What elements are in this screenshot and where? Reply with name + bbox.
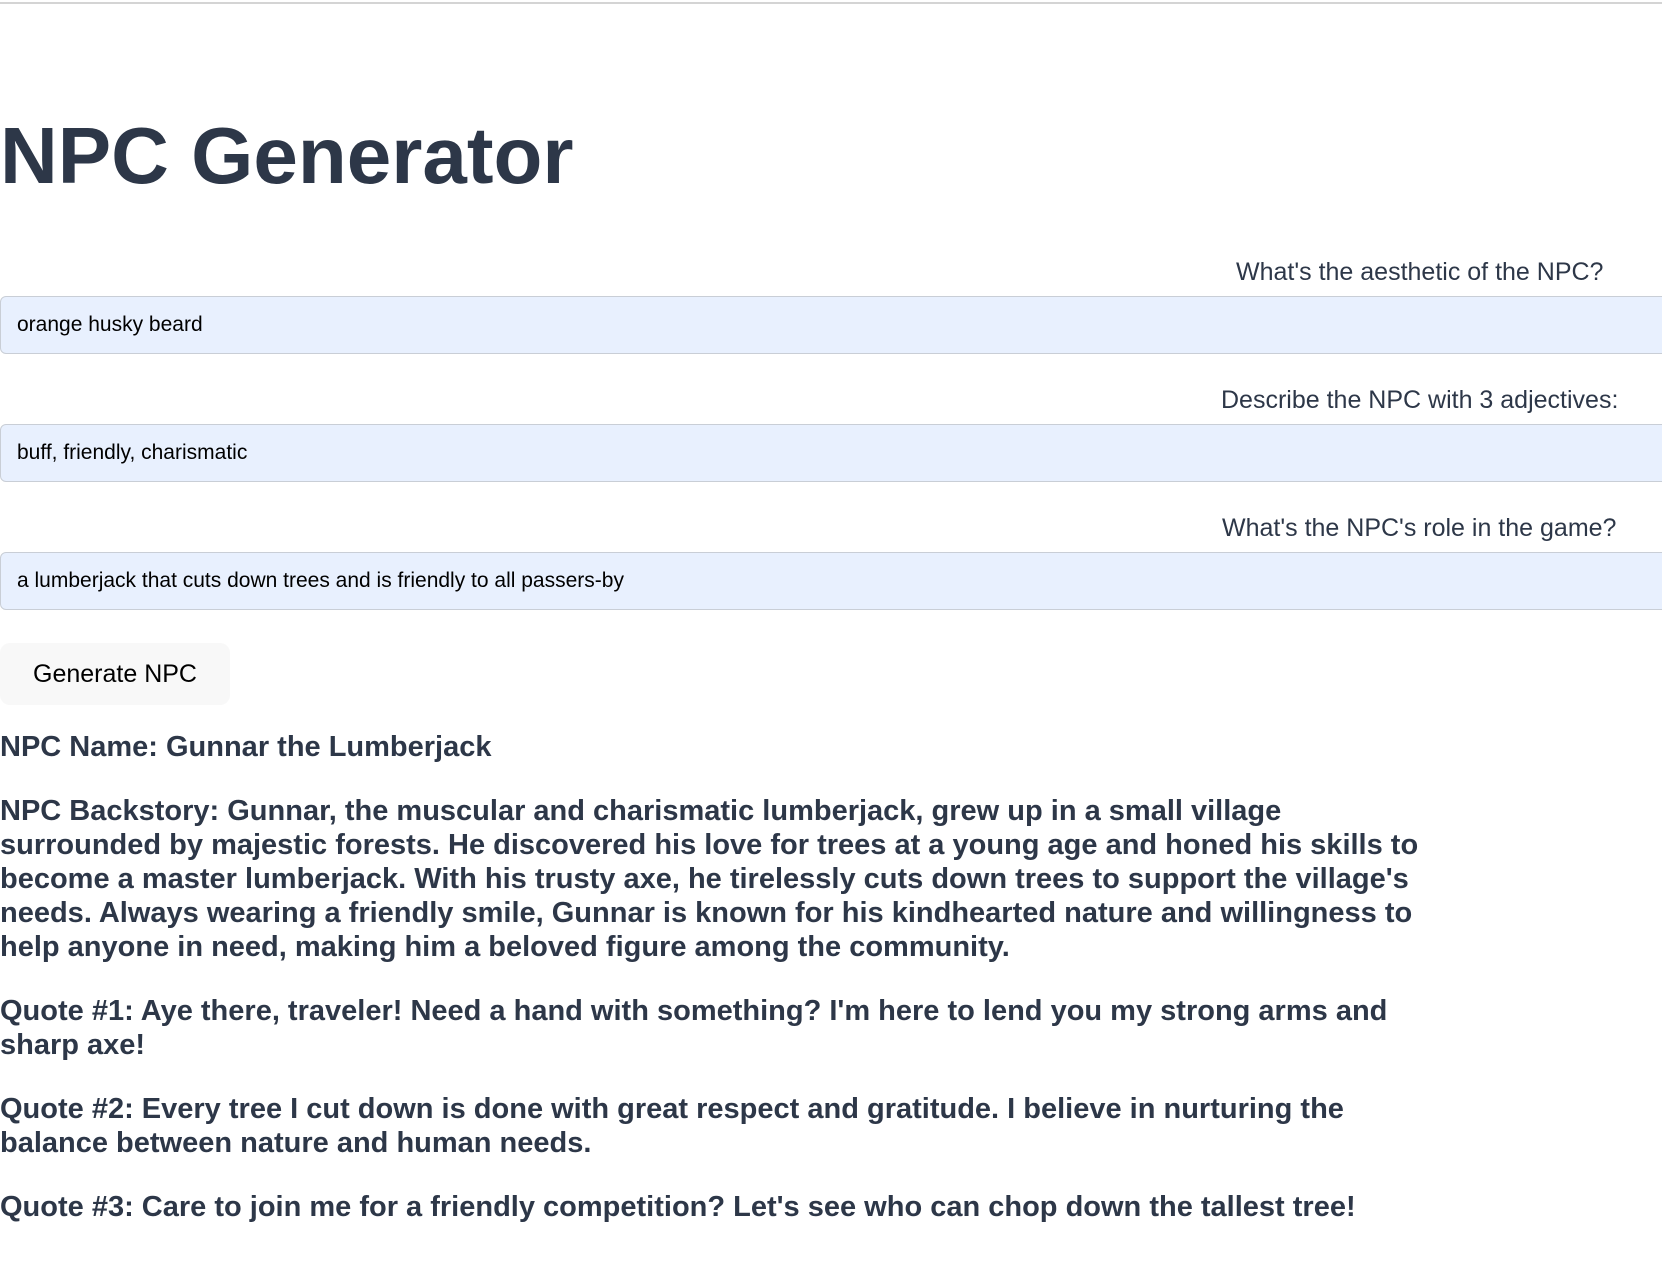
npc-quote-1: Quote #1: Aye there, traveler! Need a hand with something? I'm here to lend you my strong arms and sharp axe! (0, 995, 1388, 1061)
npc-name: NPC Name: Gunnar the Lumberjack (0, 731, 492, 763)
aesthetic-label: What's the aesthetic of the NPC? (1236, 258, 1604, 286)
role-input[interactable] (0, 552, 1662, 610)
npc-backstory: NPC Backstory: Gunnar, the muscular and charismatic lumberjack, grew up in a small village surrounded by majestic forests. He discovered his love for trees at a young age and honed his skills to become a master lumberjack. With his trusty axe, he tirelessly cuts down trees to support the village's needs. Always wearing a friendly smile, Gunnar is known for his kindhearted nature and willingness to help anyone in need, making him a beloved figure among the community. (0, 795, 1419, 963)
aesthetic-input[interactable] (0, 296, 1662, 354)
npc-result (0, 730, 1420, 1254)
role-label: What's the NPC's role in the game? (1222, 514, 1617, 542)
generate-npc-button[interactable]: Generate NPC (0, 643, 230, 705)
adjectives-label: Describe the NPC with 3 adjectives: (1221, 386, 1619, 414)
top-divider (0, 2, 1662, 4)
adjectives-input[interactable] (0, 424, 1662, 482)
npc-quote-3: Quote #3: Care to join me for a friendly competition? Let's see who can chop down the tallest tree! (0, 1191, 1356, 1223)
page-title: NPC Generator (0, 111, 574, 200)
npc-quote-2: Quote #2: Every tree I cut down is done with great respect and gratitude. I believe in nurturing the balance between nature and human needs. (0, 1093, 1344, 1159)
